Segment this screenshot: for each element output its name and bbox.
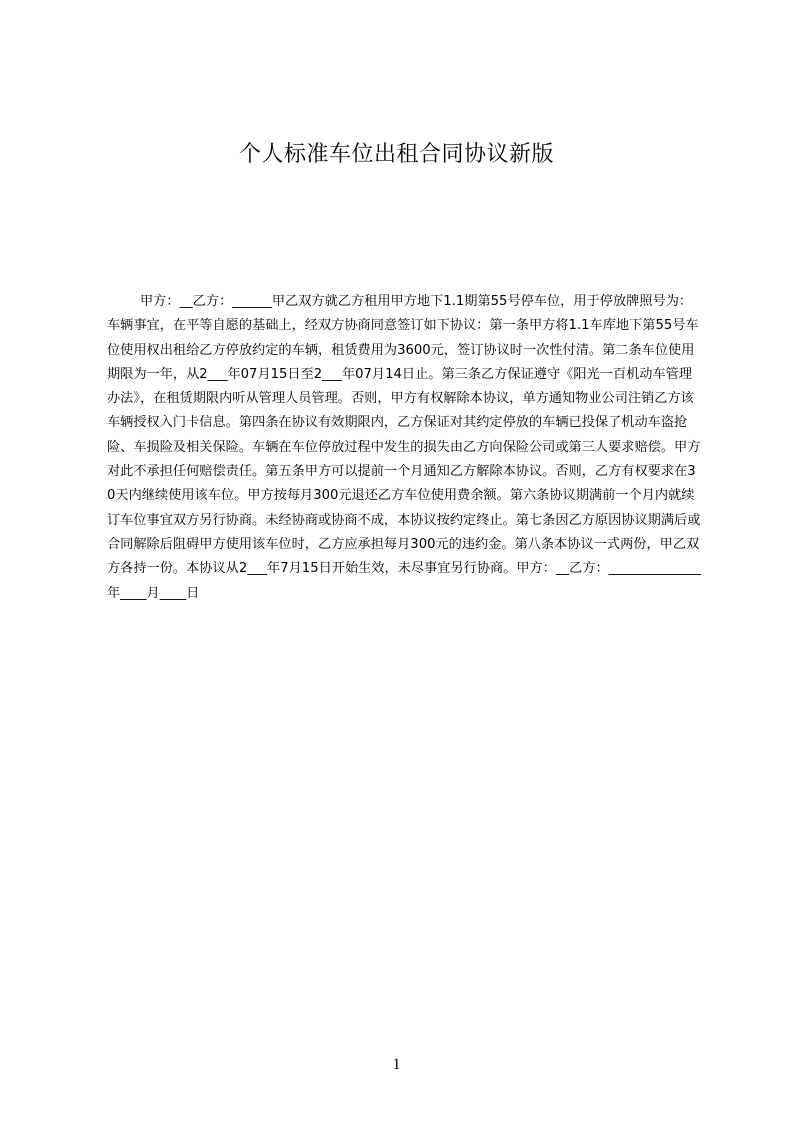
- contract-body-text: 甲方：__乙方：______甲乙双方就乙方租用甲方地下1.1期第55号停车位，用于停放牌照号为：车辆事宜，在平等自愿的基础上，经双方协商同意签订如下协议：第一条甲方将1.1车库地下第55号车位使用权出租给乙方停放约定的车辆，租赁费用为3600元，签订协议时一次性付清。第二条车位使用期限为一年，从2___年07月15日至2___年07月14日止。第三条乙方保证遵守《阳光一百机动车管理办法》，在租赁期限内听从管理人员管理。否则，甲方有权解除本协议，单方通知物业公司注销乙方该车辆授权入门卡信息。第四条在协议有效期限内，乙方保证对其约定停放的车辆已投保了机动车盗抢险、车损险及相关保险。车辆在车位停放过程中发生的损失由乙方向保险公司或第三人要求赔偿。甲方对此不承担任何赔偿责任。第五条甲方可以提前一个月通知乙方解除本协议。否则，乙方有权要求在30天内继续使用该车位。甲方按每月300元退还乙方车位使用费余额。第六条协议期满前一个月内就续订车位事宜双方另行协商。未经协商或协商不成，本协议按约定终止。第七条因乙方原因协议期满后或合同解除后阻碍甲方使用该车位时，乙方应承担每月300元的违约金。第八条本协议一式两份，甲乙双方各持一份。本协议从2___年7月15日开始生效，未尽事宜另行协商。甲方：__乙方：______________年____月____日: [107, 294, 702, 601]
- document-title: 个人标准车位出租合同协议新版: [238, 142, 554, 167]
- page-number: 1: [392, 1056, 401, 1073]
